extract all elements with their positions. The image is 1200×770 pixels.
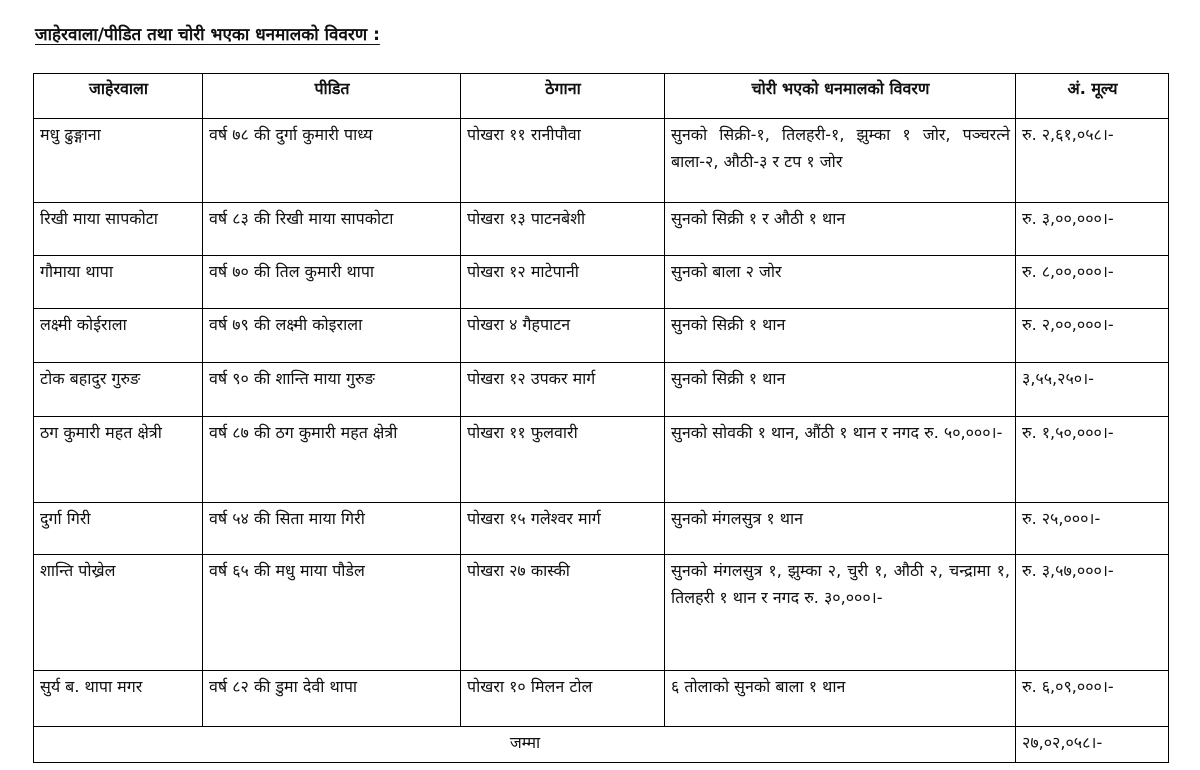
complainant-cell: गौमाया थापा — [34, 256, 203, 309]
address-cell: पोखरा १० मिलन टोल — [461, 671, 665, 727]
table-header-row — [34, 74, 1169, 119]
value-cell: रु. ८,००,०००।- — [1016, 256, 1169, 309]
address-cell: पोखरा १३ पाटनबेशी — [461, 203, 665, 256]
table-row — [34, 119, 1169, 203]
address-cell: पोखरा ११ रानीपौवा — [461, 119, 665, 203]
table-row — [34, 309, 1169, 363]
total-label: जम्मा — [34, 727, 1016, 763]
complainant-cell: मधु ढुङ्गाना — [34, 119, 203, 203]
page-bottom-edge — [0, 765, 1200, 770]
victim-cell: वर्ष ८७ की ठग कुमारी महत क्षेत्री — [203, 417, 461, 503]
total-row — [34, 727, 1169, 763]
stolen-items-cell: सुनको मंगलसुत्र १, झुम्का २, चुरी १, औठी २, चन्द्रामा १, तिलहरी १ थान र नगद रु. ३०,०००।- — [665, 555, 1016, 671]
address-cell: पोखरा १२ माटेपानी — [461, 256, 665, 309]
address-cell: पोखरा ११ फुलवारी — [461, 417, 665, 503]
value-cell: रु. २,६१,०५८।- — [1016, 119, 1169, 203]
victim-cell: वर्ष ८२ की डुमा देवी थापा — [203, 671, 461, 727]
value-cell: रु. ३,५७,०००।- — [1016, 555, 1169, 671]
table-row — [34, 417, 1169, 503]
stolen-items-cell: सुनको सिक्री-१, तिलहरी-१, झुम्का १ जोर, पञ्चरत्ने बाला-२, औठी-३ र टप १ जोर — [665, 119, 1016, 203]
value-cell: रु. १,५०,०००।- — [1016, 417, 1169, 503]
stolen-items-cell: सुनको सिक्री १ थान — [665, 363, 1016, 417]
complainant-cell: रिखी माया सापकोटा — [34, 203, 203, 256]
stolen-items-cell: सुनको सोवकी १ थान, औंठी १ थान र नगद रु. ५०,०००।- — [665, 417, 1016, 503]
victim-cell: वर्ष ९० की शान्ति माया गुरुङ — [203, 363, 461, 417]
complainant-cell: सुर्य ब. थापा मगर — [34, 671, 203, 727]
victim-cell: वर्ष ५४ की सिता माया गिरी — [203, 503, 461, 555]
table-row — [34, 555, 1169, 671]
complainant-cell: दुर्गा गिरी — [34, 503, 203, 555]
table-row — [34, 256, 1169, 309]
col-header-victim: पीडित — [203, 74, 461, 119]
address-cell: पोखरा १५ गलेश्वर मार्ग — [461, 503, 665, 555]
value-cell: रु. २५,०००।- — [1016, 503, 1169, 555]
complainant-cell: ठग कुमारी महत क्षेत्री — [34, 417, 203, 503]
victim-cell: वर्ष ७० की तिल कुमारी थापा — [203, 256, 461, 309]
col-header-address: ठेगाना — [461, 74, 665, 119]
theft-details-table — [33, 73, 1169, 763]
stolen-items-cell: ६ तोलाको सुनको बाला १ थान — [665, 671, 1016, 727]
table-row — [34, 503, 1169, 555]
stolen-items-cell: सुनको बाला २ जोर — [665, 256, 1016, 309]
address-cell: पोखरा २७ कास्की — [461, 555, 665, 671]
table-row — [34, 363, 1169, 417]
value-cell: ३,५५,२५०।- — [1016, 363, 1169, 417]
stolen-items-cell: सुनको सिक्री १ र औठी १ थान — [665, 203, 1016, 256]
table-row — [34, 203, 1169, 256]
victim-cell: वर्ष ८३ की रिखी माया सापकोटा — [203, 203, 461, 256]
victim-cell: वर्ष ६५ की मधु माया पौडेल — [203, 555, 461, 671]
address-cell: पोखरा ४ गैहपाटन — [461, 309, 665, 363]
address-cell: पोखरा १२ उपकर मार्ग — [461, 363, 665, 417]
complainant-cell: शान्ति पोख्रेल — [34, 555, 203, 671]
col-header-estimated-value: अं. मूल्य — [1016, 74, 1169, 119]
total-value: २७,०२,०५८।- — [1016, 727, 1169, 763]
value-cell: रु. ३,००,०००।- — [1016, 203, 1169, 256]
page-heading: जाहेरवाला/पीडित तथा चोरी भएका धनमालको विवरण : — [35, 25, 380, 45]
col-header-complainant: जाहेरवाला — [34, 74, 203, 119]
table-row — [34, 671, 1169, 727]
complainant-cell: टोक बहादुर गुरुङ — [34, 363, 203, 417]
value-cell: रु. ६,०९,०००।- — [1016, 671, 1169, 727]
stolen-items-cell: सुनको सिक्री १ थान — [665, 309, 1016, 363]
col-header-stolen-items: चोरी भएको धनमालको विवरण — [665, 74, 1016, 119]
victim-cell: वर्ष ७९ की लक्ष्मी कोइराला — [203, 309, 461, 363]
value-cell: रु. २,००,०००।- — [1016, 309, 1169, 363]
victim-cell: वर्ष ७८ की दुर्गा कुमारी पाध्य — [203, 119, 461, 203]
stolen-items-cell: सुनको मंगलसुत्र १ थान — [665, 503, 1016, 555]
complainant-cell: लक्ष्मी कोईराला — [34, 309, 203, 363]
